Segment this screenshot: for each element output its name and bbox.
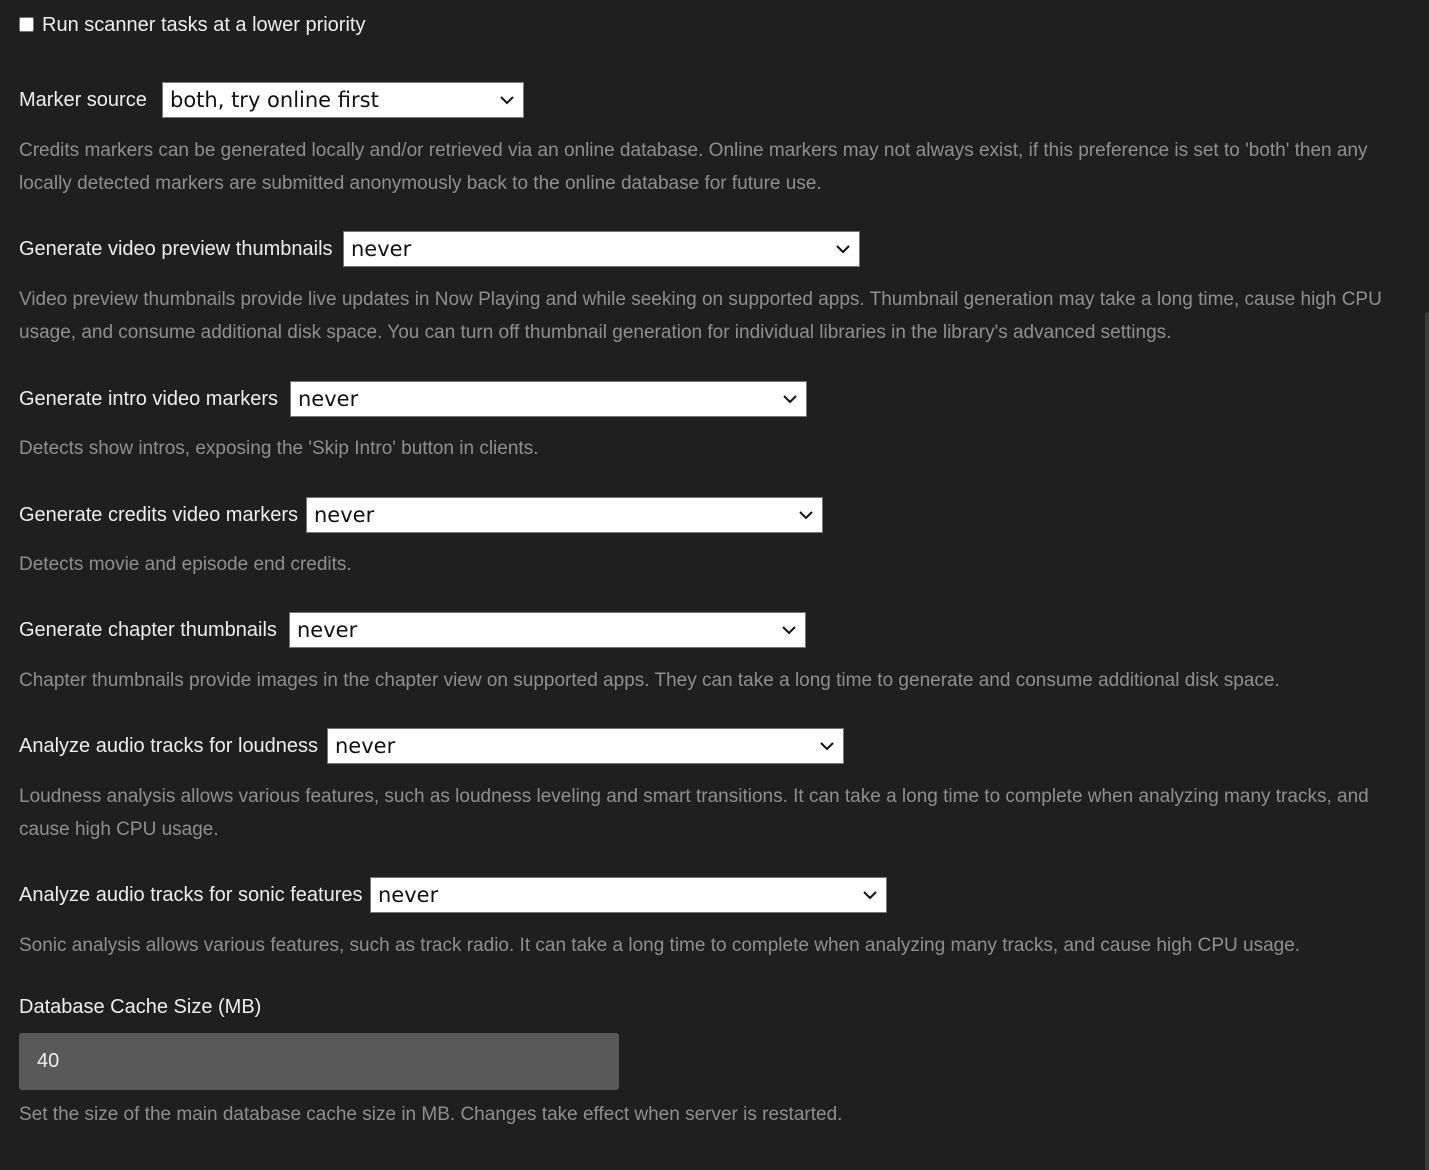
sonic-features-value: never [378,883,439,907]
scanner-priority-label: Run scanner tasks at a lower priority [42,14,366,36]
chevron-down-icon [499,92,515,108]
chapter-thumbnails-select[interactable] [289,612,806,648]
sonic-features-label: Analyze audio tracks for sonic features [19,884,363,906]
video-preview-thumbnails-select[interactable] [343,231,860,267]
intro-markers-value: never [298,387,359,411]
marker-source-label: Marker source [19,89,147,111]
scrollbar-thumb[interactable] [1425,312,1429,1170]
loudness-value: never [335,734,396,758]
loudness-select[interactable] [327,728,844,764]
scanner-priority-checkbox[interactable] [19,17,34,32]
video-preview-thumbnails-help: Video preview thumbnails provide live updates in Now Playing and while seeking on supported apps. Thumbnail generation may take a long time, cause high CPU usage, and consume additional disk space. You can turn off thumbnail generation for individual libraries in the library's advanced settings. [19,289,1382,343]
chevron-down-icon [781,622,797,638]
sonic-features-select[interactable] [370,877,887,913]
db-cache-value: 40 [37,1050,60,1072]
intro-markers-help: Detects show intros, exposing the 'Skip Intro' button in clients. [19,438,539,459]
marker-source-help: Credits markers can be generated locally and/or retrieved via an online database. Online markers may not always exist, if this preference is set to 'both' then any locally detected markers are submitted anonymously back to the online database for future use. [19,140,1368,194]
credits-markers-value: never [314,503,375,527]
loudness-help: Loudness analysis allows various features, such as loudness leveling and smart transitions. It can take a long time to complete when analyzing many tracks, and cause high CPU usage. [19,786,1369,840]
sonic-features-help: Sonic analysis allows various features, such as track radio. It can take a long time to complete when analyzing many tracks, and cause high CPU usage. [19,935,1301,956]
chapter-thumbnails-help: Chapter thumbnails provide images in the chapter view on supported apps. They can take a long time to generate and consume additional disk space. [19,670,1280,691]
intro-markers-label: Generate intro video markers [19,388,279,410]
chevron-down-icon [782,391,798,407]
video-preview-thumbnails-value: never [351,237,412,261]
loudness-label: Analyze audio tracks for loudness [19,735,319,757]
chevron-down-icon [798,507,814,523]
intro-markers-select[interactable] [290,381,807,417]
credits-markers-label: Generate credits video markers [19,504,299,526]
credits-markers-help: Detects movie and episode end credits. [19,554,352,575]
chevron-down-icon [819,738,835,754]
chapter-thumbnails-label: Generate chapter thumbnails [19,619,277,641]
db-cache-help: Set the size of the main database cache size in MB. Changes take effect when server is restarted. [19,1104,843,1125]
marker-source-value: both, try online first [170,88,379,112]
chevron-down-icon [862,887,878,903]
video-preview-thumbnails-label: Generate video preview thumbnails [19,238,333,260]
scanner-priority-option[interactable] [19,14,365,37]
db-cache-input[interactable] [19,1033,619,1090]
db-cache-label: Database Cache Size (MB) [19,996,262,1018]
chapter-thumbnails-value: never [297,618,358,642]
marker-source-select[interactable] [162,82,524,118]
credits-markers-select[interactable] [306,497,823,533]
chevron-down-icon [835,241,851,257]
